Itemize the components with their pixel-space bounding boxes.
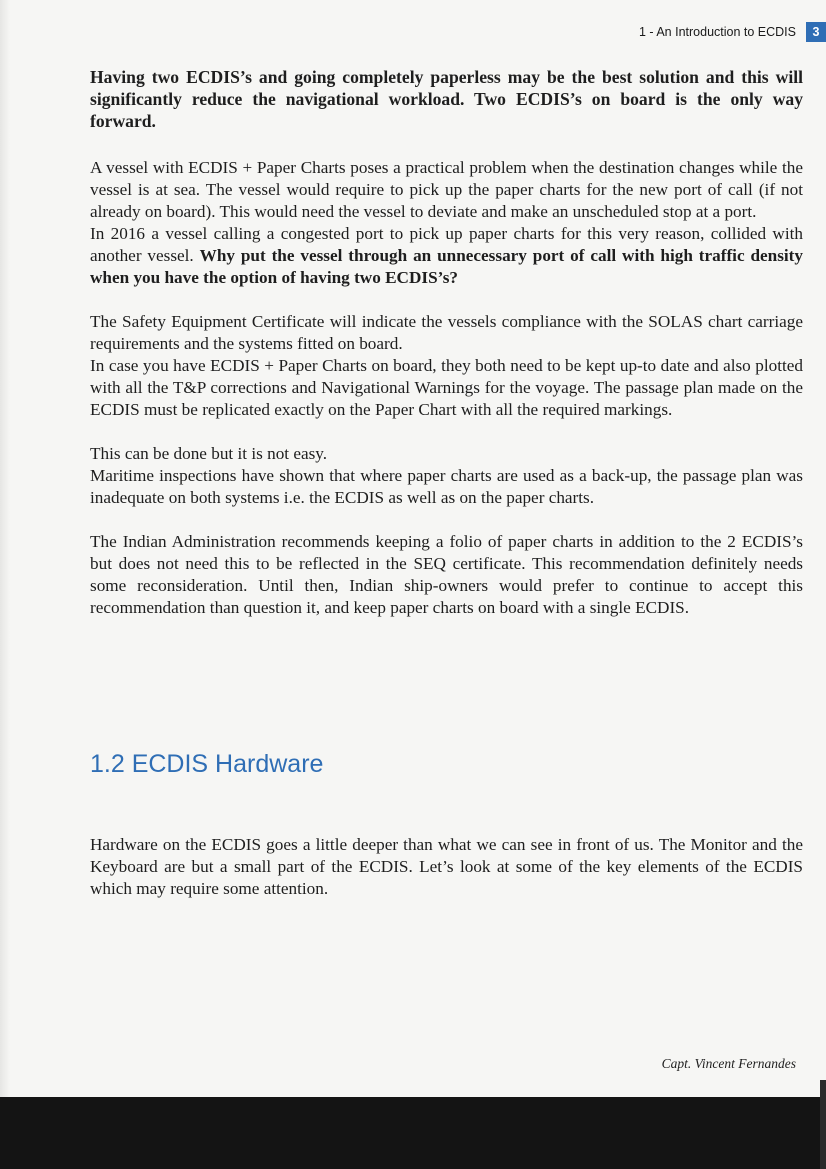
- section-heading: 1.2 ECDIS Hardware: [90, 750, 324, 778]
- paragraph-gap: [90, 421, 803, 443]
- paragraph-collision-2016: [90, 223, 803, 289]
- author-signature: Capt. Vincent Fernandes: [661, 1056, 796, 1071]
- running-header: [639, 22, 826, 42]
- collision-text: In 2016 a vessel calling a congested port to pick up paper charts for this very reason, collided with another vessel.: [90, 224, 803, 265]
- page-number-badge: 3: [806, 22, 826, 42]
- paragraph-inspections: Maritime inspections have shown that where paper charts are used as a back-up, the passage plan was inadequate on both systems i.e. the ECDIS as well as on the paper charts.: [90, 466, 803, 507]
- page-edge-dark: [820, 1080, 826, 1169]
- lead-paragraph: Having two ECDIS’s and going completely paperless may be the best solution and this will significantly reduce the navigational workload. Two ECDIS’s on board is the only way forward.: [90, 67, 803, 131]
- footer-band: [0, 1097, 826, 1169]
- collision-question: Why put the vessel through an unnecessary port of call with high traffic density when you have the option of having two ECDIS’s?: [90, 246, 803, 287]
- paragraph-destination-change: A vessel with ECDIS + Paper Charts poses a practical problem when the destination changes while the vessel is at sea. The vessel would require to pick up the paper charts for the new port of call (if not already on board). This would need the vessel to deviate and make an unscheduled stop at a port.: [90, 158, 803, 221]
- paragraph-paper-chart-updates: In case you have ECDIS + Paper Charts on board, they both need to be kept up-to date and also plotted with all the T&P corrections and Navigational Warnings for the voyage. The passage plan made on the ECDIS must be replicated exactly on the Paper Chart with all the required markings.: [90, 356, 803, 419]
- paragraph-gap: [90, 509, 803, 531]
- paragraph-safety-certificate: The Safety Equipment Certificate will indicate the vessels compliance with the SOLAS chart carriage requirements and the systems fitted on board.: [90, 312, 803, 353]
- paragraph-indian-administration: The Indian Administration recommends keeping a folio of paper charts in addition to the 2 ECDIS’s but does not need this to be reflected in the SEQ certificate. This recommendation definitely needs some reconsideration. Until then, Indian ship-owners would prefer to continue to accept this recommendation than question it, and keep paper charts on board with a single ECDIS.: [90, 532, 803, 617]
- paragraph-gap: [90, 289, 803, 311]
- chapter-title: 1 - An Introduction to ECDIS: [638, 25, 796, 39]
- page-edge-shadow: [0, 0, 10, 1169]
- section-body: Hardware on the ECDIS goes a little deeper than what we can see in front of us. The Monitor and the Keyboard are but a small part of the ECDIS. Let’s look at some of the key elements of the ECDIS which may require some attention.: [90, 835, 803, 899]
- main-content: [90, 66, 803, 619]
- paragraph-not-easy: This can be done but it is not easy.: [90, 444, 328, 463]
